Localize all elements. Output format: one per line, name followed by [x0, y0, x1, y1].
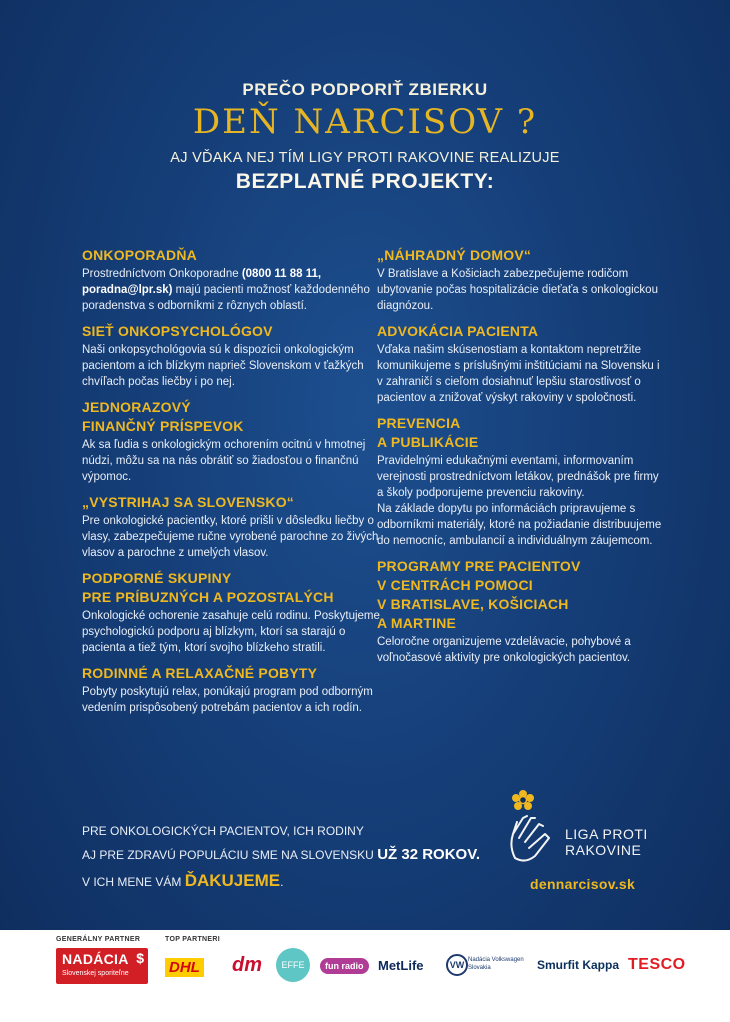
section-title: ADVOKÁCIA PACIENTA [377, 323, 539, 339]
logo-line-2: RAKOVINE [565, 842, 642, 858]
section-title: „VYSTRIHAJ SA SLOVENSKO“ [82, 494, 294, 510]
section-body: Prostredníctvom Onkoporadne (0800 11 88 11, poradna@lpr.sk) majú pacienti možnosť každodenného poradenstva s odborníkmi z rôznych oblastí. [82, 268, 370, 312]
effe-logo: EFFE [276, 948, 310, 982]
daffodil-hand-icon [505, 786, 565, 866]
section-body: Pravidelnými edukačnými eventami, informovaním verejnosti prostredníctvom letákov, prednášok pre firmy a školy podporujeme prevenciu rakoviny. Na základe dopytu po informáciách pripravujeme s odborníkmi materiály, ktoré na požiadanie distribuujeme do nemocníc, ambulancií a individuálnym záujemcom. [377, 455, 662, 547]
website-link[interactable]: dennarcisov.sk [530, 876, 636, 892]
smurfit-kappa-logo: Smurfit Kappa [537, 958, 620, 972]
header-projects: BEZPLATNÉ PROJEKTY: [235, 170, 495, 193]
section-prevencia [377, 414, 667, 549]
section-title: JEDNORAZOVÝ FINANČNÝ PRÍSPEVOK [82, 399, 244, 434]
footer-line-1: PRE ONKOLOGICKÝCH PACIENTOV, ICH RODINY [82, 824, 364, 838]
general-partner-label: GENERÁLNY PARTNER [56, 936, 141, 943]
sporitelna-icon: $ [136, 950, 144, 966]
section-title: „NÁHRADNÝ DOMOV“ [377, 247, 532, 263]
section-body: V Bratislave a Košiciach zabezpečujeme rodičom ubytovanie počas hospitalizácie dieťaťa s onkologickou diagnózou. [377, 268, 658, 312]
hotline-contact: (0800 11 88 11, poradna@lpr.sk) [82, 268, 322, 296]
logo-line-1: LIGA PROTI [565, 826, 648, 842]
section-nahradny-domov [377, 246, 667, 314]
section-podporne-skupiny [82, 569, 382, 656]
section-rodinne-pobyty [82, 664, 382, 716]
top-partners-label: TOP PARTNERI [165, 936, 220, 943]
section-programy [377, 557, 667, 666]
section-title: RODINNÉ A RELAXAČNÉ POBYTY [82, 665, 318, 681]
section-financny-prispevok [82, 398, 382, 485]
section-title: PODPORNÉ SKUPINY PRE PRÍBUZNÝCH A POZOSTALÝCH [82, 570, 334, 605]
campaign-title: DEŇ NARCISOV ? [192, 102, 538, 142]
section-title: PREVENCIA A PUBLIKÁCIE [377, 415, 479, 450]
section-advokacia [377, 322, 667, 406]
footer-line-3: V ICH MENE VÁM ĎAKUJEME. [82, 871, 284, 890]
partners-bar [0, 930, 730, 1022]
nadacia-slsp-logo: NADÁCIA Slovenskej sporiteľne $ [56, 948, 148, 984]
footer-line-2: AJ PRE ZDRAVÚ POPULÁCIU SME NA SLOVENSKU UŽ 32 ROKOV. [82, 846, 480, 863]
volkswagen-icon: VW [446, 954, 468, 976]
dhl-logo: DHL [165, 958, 204, 977]
section-onkoporadna [82, 246, 382, 314]
volkswagen-foundation-logo: Nadácia Volkswagen Slovakia [468, 957, 524, 971]
logo-text [565, 826, 648, 858]
header-question: PREČO PODPORIŤ ZBIERKU [242, 80, 488, 99]
metlife-logo: MetLife [378, 958, 424, 973]
dm-logo: dm [232, 954, 262, 976]
section-body: Onkologické ochorenie zasahuje celú rodinu. Poskytujeme psychologickú podporu aj blízkym, ktorí sa starajú o pacienta a tiež tým, ktorí svojho blízkeho stratili. [82, 610, 380, 654]
right-column [377, 246, 667, 674]
section-onkopsychologovia [82, 322, 382, 390]
section-body: Pobyty poskytujú relax, ponúkajú program pod odborným vedením prispôsobený potrebám pacientov a ich rodín. [82, 686, 373, 714]
thanks-highlight: ĎAKUJEME [184, 871, 281, 890]
section-body: Vďaka našim skúsenostiam a kontaktom nepretržite komunikujeme s príslušnými inštitúciami na Slovensku i v zahraničí s cieľom dosiahnuť lepšiu starostlivosť o pacientov a znižovať výskyt rakoviny v spoločnosti. [377, 344, 660, 404]
section-body: Ak sa ľudia s onkologickým ochorením ocitnú v hmotnej núdzi, môžu sa na nás obrátiť so žiadosťou o finančnú výpomoc. [82, 439, 366, 483]
section-title: SIEŤ ONKOPSYCHOLÓGOV [82, 323, 273, 339]
left-column [82, 246, 382, 724]
section-body: Celoročne organizujeme vzdelávacie, pohybové a voľnočasové aktivity pre onkologických pacientov. [377, 636, 631, 664]
liga-proti-rakovine-logo [505, 786, 685, 866]
section-title: ONKOPORADŇA [82, 247, 197, 263]
fun-radio-logo: fun radio [320, 958, 369, 974]
section-body: Pre onkologické pacientky, ktoré prišli v dôsledku liečby o vlasy, zabezpečujeme ručne vyrobené parochne zo živých vlasov a parochne z umelých vlasov. [82, 515, 379, 559]
years-highlight: UŽ 32 ROKOV. [377, 846, 480, 863]
section-title: PROGRAMY PRE PACIENTOV V CENTRÁCH POMOCI V BRATISLAVE, KOŠICIACH A MARTINE [377, 558, 581, 631]
section-vystrihaj-sa [82, 493, 382, 561]
section-body: Naši onkopsychológovia sú k dispozícii onkologickým pacientom a ich blízkym naprieč Slovenskom v ťažkých chvíľach počas liečby i po nej. [82, 344, 364, 388]
header-subtitle: AJ VĎAKA NEJ TÍM LIGY PROTI RAKOVINE REALIZUJE [170, 150, 560, 166]
tesco-logo: TESCO [628, 956, 686, 973]
thank-you-footer [82, 824, 482, 899]
header [0, 80, 730, 194]
